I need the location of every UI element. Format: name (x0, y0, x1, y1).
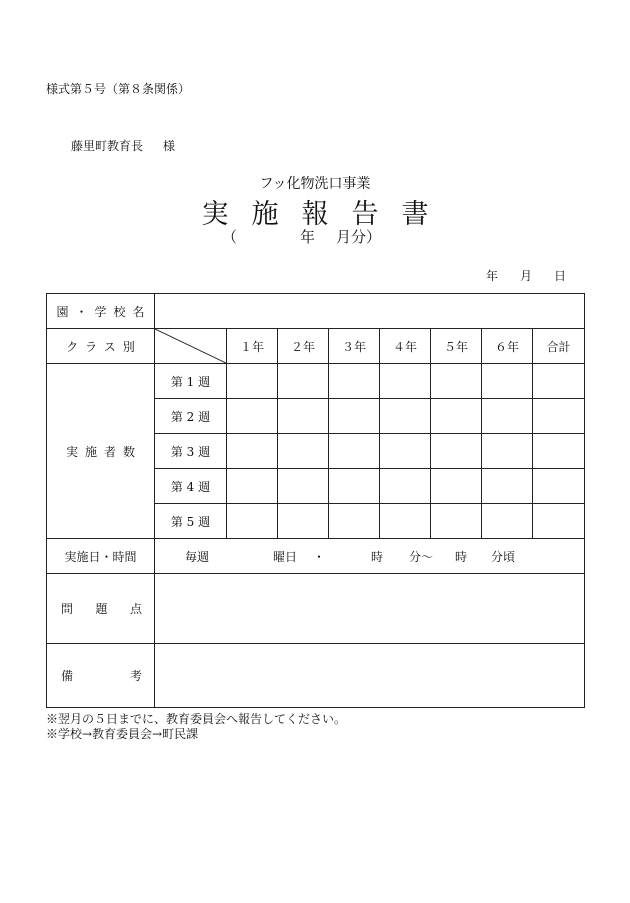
diagonal-cell (155, 329, 227, 364)
period-year: 年 (300, 228, 316, 246)
document-title: 実施報告書 (201, 199, 452, 230)
count-cell[interactable] (329, 469, 380, 504)
grade-header: ３年 (329, 329, 380, 364)
problems-label (47, 600, 154, 617)
total-header: 合計 (533, 329, 585, 364)
diagonal-line (155, 329, 226, 363)
schedule-label: 実施日・時間 (47, 539, 155, 574)
grade-header: ２年 (278, 329, 329, 364)
count-cell[interactable] (380, 469, 431, 504)
remarks-label-char: 備 (61, 669, 74, 683)
count-cell[interactable] (380, 504, 431, 539)
addressee (71, 137, 175, 154)
grade-header: ４年 (380, 329, 431, 364)
count-cell[interactable] (482, 469, 533, 504)
grade-header: ５年 (431, 329, 482, 364)
count-cell[interactable] (329, 504, 380, 539)
form-number: 様式第５号（第８条関係） (46, 82, 191, 96)
count-cell[interactable] (227, 364, 278, 399)
count-cell[interactable] (380, 434, 431, 469)
participants-label: 実施者数 (47, 364, 155, 539)
count-cell[interactable] (431, 434, 482, 469)
count-cell[interactable] (482, 364, 533, 399)
count-cell[interactable] (380, 364, 431, 399)
count-cell[interactable] (329, 434, 380, 469)
grade-header: ６年 (482, 329, 533, 364)
count-cell[interactable] (227, 504, 278, 539)
note-deadline: ※翌月の５日までに、教育委員会へ報告してください。 (46, 712, 347, 726)
week-label: 第 2 週 (155, 399, 227, 434)
school-name-field[interactable] (155, 294, 585, 329)
count-cell[interactable] (482, 399, 533, 434)
count-cell[interactable] (329, 399, 380, 434)
count-cell[interactable] (278, 469, 329, 504)
date-year: 年 (486, 269, 499, 283)
week-label: 第 5 週 (155, 504, 227, 539)
count-cell[interactable] (380, 399, 431, 434)
count-cell[interactable] (278, 399, 329, 434)
report-period (222, 226, 381, 247)
remarks-label (47, 667, 154, 684)
date-month: 月 (520, 269, 533, 283)
date-day: 日 (554, 269, 567, 283)
remarks-label-char: 考 (129, 669, 142, 683)
week-label: 第 3 週 (155, 434, 227, 469)
date-line (486, 267, 566, 284)
total-cell[interactable] (533, 399, 585, 434)
period-month: 月分） (336, 228, 382, 246)
count-cell[interactable] (278, 434, 329, 469)
problems-label-char: 題 (95, 602, 108, 616)
count-cell[interactable] (329, 364, 380, 399)
count-cell[interactable] (431, 469, 482, 504)
document-subtitle: フッ化物洗口事業 (259, 176, 371, 192)
schedule-field[interactable] (155, 539, 585, 574)
count-cell[interactable] (227, 469, 278, 504)
schedule-row (47, 539, 585, 574)
week-label: 第 1 週 (155, 364, 227, 399)
total-cell[interactable] (533, 364, 585, 399)
class-label: クラス別 (47, 329, 155, 364)
problems-row (47, 574, 585, 644)
min1-text: 分〜 (409, 549, 434, 564)
addressee-name: 藤里町教育長 (71, 139, 144, 153)
remarks-field[interactable] (155, 644, 585, 708)
every-week-text: 毎週 (185, 549, 210, 564)
count-cell[interactable] (227, 399, 278, 434)
total-cell[interactable] (533, 469, 585, 504)
dot-text: ・ (313, 549, 326, 564)
count-cell[interactable] (227, 434, 278, 469)
grade-header: １年 (227, 329, 278, 364)
hour2-text: 時 (455, 549, 468, 564)
note-routing: ※学校→教育委員会→町民課 (46, 727, 199, 741)
count-cell[interactable] (482, 504, 533, 539)
problems-label-char: 問 (61, 602, 74, 616)
remarks-label-cell (47, 644, 155, 708)
school-label: 園・学校名 (47, 294, 155, 329)
count-cell[interactable] (278, 504, 329, 539)
week-label: 第 4 週 (155, 469, 227, 504)
school-row (47, 294, 585, 329)
count-cell[interactable] (482, 434, 533, 469)
addressee-honorific: 様 (163, 139, 176, 153)
count-cell[interactable] (278, 364, 329, 399)
min2-text: 分頃 (491, 549, 516, 564)
week-row (47, 364, 585, 399)
total-cell[interactable] (533, 434, 585, 469)
report-table (46, 293, 585, 708)
count-cell[interactable] (431, 504, 482, 539)
remarks-row (47, 644, 585, 708)
total-cell[interactable] (533, 504, 585, 539)
class-row (47, 329, 585, 364)
weekday-text: 曜日 (273, 549, 298, 564)
count-cell[interactable] (431, 364, 482, 399)
problems-field[interactable] (155, 574, 585, 644)
count-cell[interactable] (431, 399, 482, 434)
problems-label-char: 点 (129, 602, 142, 616)
period-open: （ (222, 228, 238, 246)
problems-label-cell (47, 574, 155, 644)
hour1-text: 時 (371, 549, 384, 564)
